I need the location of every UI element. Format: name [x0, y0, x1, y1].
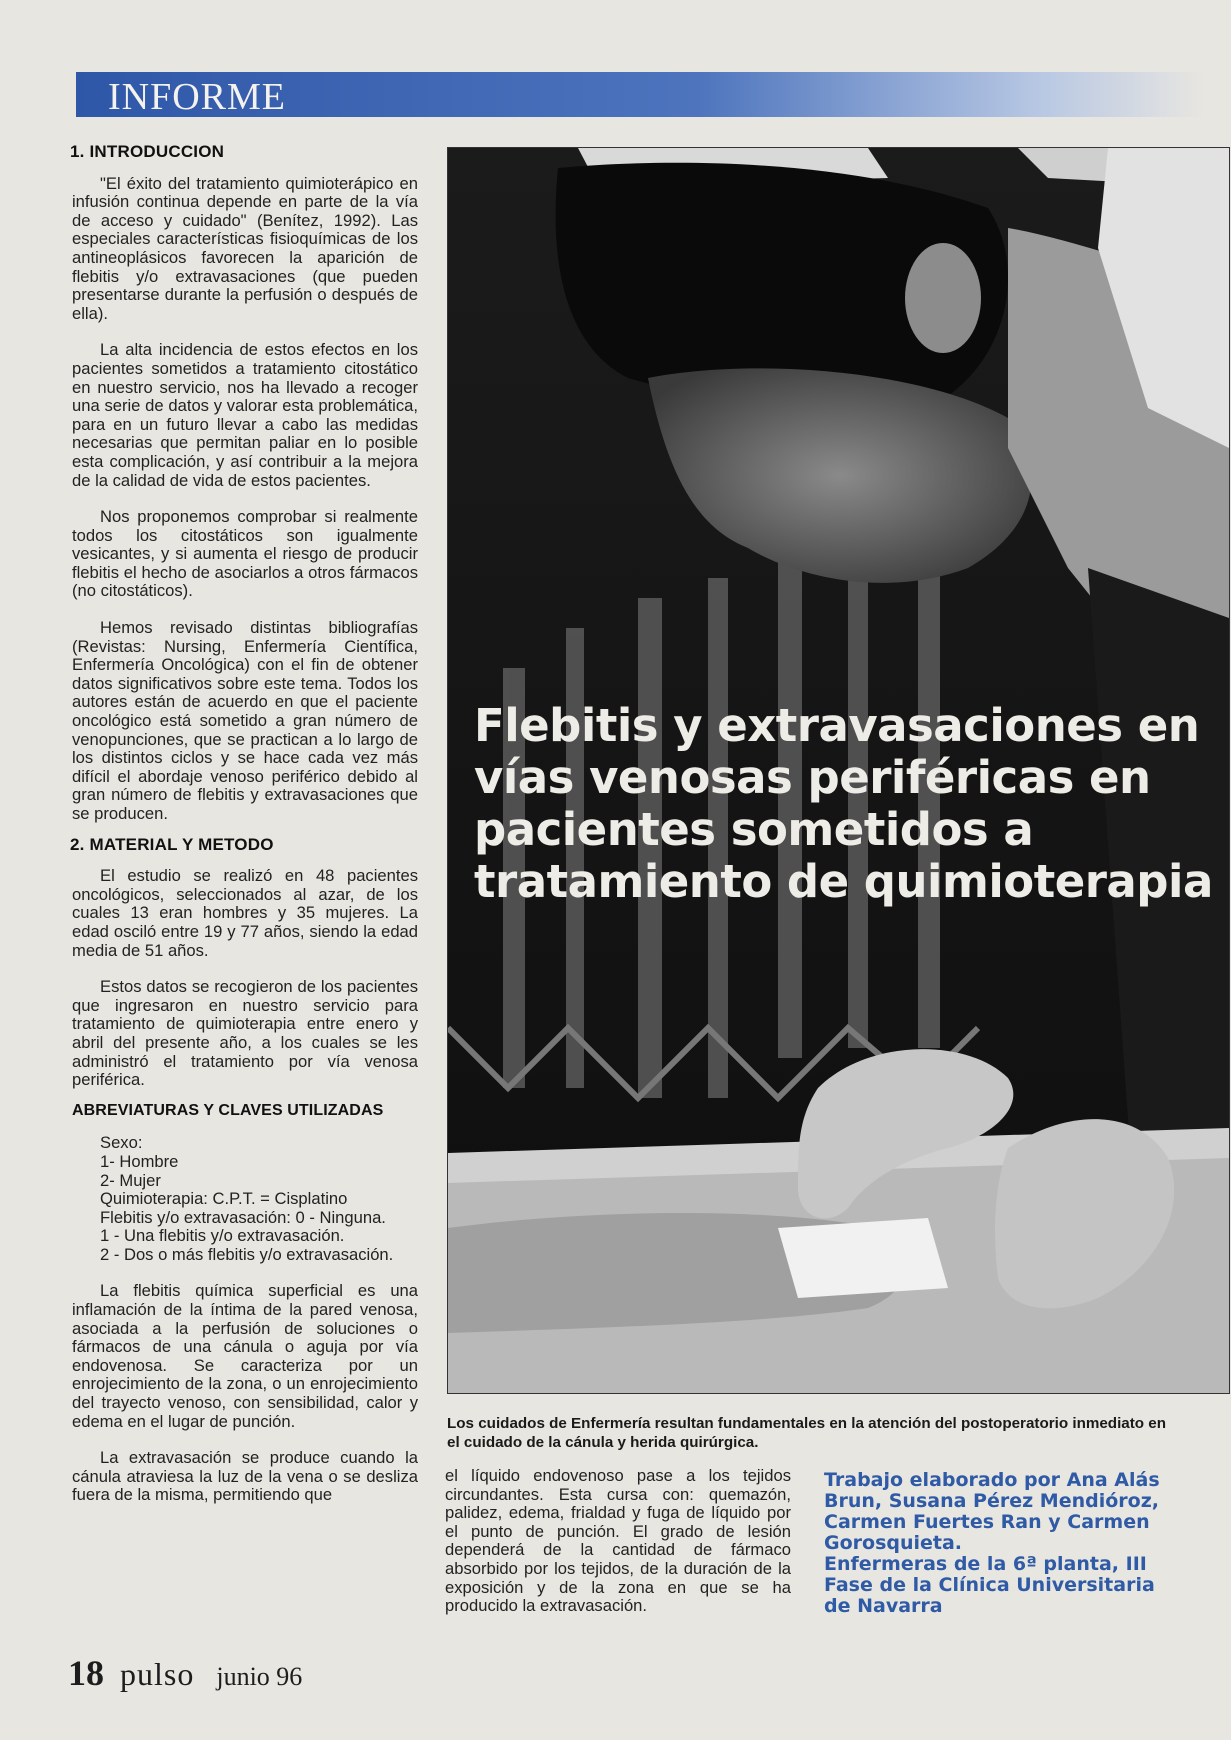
intro-paragraph-4: Hemos revisado distintas bibliografías (Revistas: Nursing, Enfermería Científica, Enfermería Oncológica) con el fin de obtener datos significativos sobre este tema. Todos los autores están de acuerdo en que el paciente oncológico está sometido a gran número de venopunciones, que se practican a lo largo de los distintos ciclos y se hace cada vez más difícil el abordaje venoso periférico debido al gran número de flebitis y extravasaciones que se producen.	[72, 618, 418, 823]
author-credits	[824, 1470, 1169, 1617]
issue-date: junio 96	[216, 1662, 303, 1691]
abbrev-line: 2 - Dos o más flebitis y/o extravasación.	[100, 1244, 394, 1264]
extravasation-continuation: el líquido endovenoso pase a los tejidos circundantes. Esta cursa con: quemazón, palidez, edema, frialdad y fuga de líquido por el punto de punción. El grado de lesión dependerá de la cantidad de fármaco absorbido por los tejidos, de la duración de la exposición y de la zona en que se ha producido la extravasación.	[445, 1466, 791, 1616]
article-headline: Flebitis y extravasaciones en vías venosas periféricas en pacientes sometidos a tratamiento de quimioterapia	[474, 699, 1213, 908]
abbrev-line: 1 - Una flebitis y/o extravasación.	[100, 1226, 345, 1246]
left-column	[72, 143, 418, 1523]
abbrev-line: Quimioterapia: C.P.T. = Cisplatino	[100, 1189, 348, 1209]
intro-paragraph-3: Nos proponemos comprobar si realmente todos los citostáticos son igualmente vesicantes, y si aumenta el riesgo de producir flebitis el hecho de asociarlos a otros fármacos (no citostáticos).	[72, 507, 418, 601]
intro-paragraph-1: "El éxito del tratamiento quimioterápico en infusión continua depende en parte de la vía de acceso y cuidado" (Benítez, 1992). Las especiales características fisioquímicas de los antineoplásicos favorecen la aparición de flebitis y/o extravasaciones (que pueden presentarse durante la perfusión o después de ella).	[72, 173, 418, 323]
credits-authors: Trabajo elaborado por Ana Alás Brun, Susana Pérez Mendióroz, Carmen Fuertes Ran y Carmen Gorosquieta.	[824, 1469, 1160, 1554]
extravasation-paragraph: La extravasación se produce cuando la cánula atraviesa la luz de la vena o se desliza fuera de la misma, permitiendo que	[72, 1448, 418, 1505]
page-footer	[68, 1652, 302, 1694]
phlebitis-paragraph: La flebitis química superficial es una inflamación de la íntima de la pared venosa, asociada a la perfusión de soluciones o fármacos de una cánula o aguja por vía endovenosa. Se caracteriza por un enrojecimiento de la zona, o un enrojecimiento del trayecto venoso, con sensibilidad, calor y edema en el lugar de punción.	[72, 1281, 418, 1431]
method-paragraph-2: Estos datos se recogieron de los pacientes que ingresaron en nuestro servicio para tratamiento de quimioterapia entre enero y abril del presente año, a los cuales se les administró el tratamiento por vía venosa periférica.	[72, 977, 418, 1090]
photo-caption: Los cuidados de Enfermería resultan fundamentales en la atención del postoperatorio inmediato en el cuidado de la cánula y herida quirúrgica.	[447, 1415, 1167, 1451]
abbrev-line: Flebitis y/o extravasación: 0 - Ninguna.	[100, 1207, 386, 1227]
method-paragraph-1: El estudio se realizó en 48 pacientes oncológicos, seleccionados al azar, de los cuales 13 eran hombres y 35 mujeres. La edad osciló entre 19 y 77 años, siendo la edad media de 51 años.	[72, 866, 418, 960]
abbrev-line: 2- Mujer	[100, 1170, 161, 1190]
intro-paragraph-2: La alta incidencia de estos efectos en los pacientes sometidos a tratamiento citostático en nuestro servicio, nos ha llevado a recoger una serie de datos y valorar esta problemática, para en un futuro llevar a cabo las medidas necesarias que permitan paliar en lo posible esta complicación, y así contribuir a la mejora de la calidad de vida de estos pacientes.	[72, 340, 418, 490]
abbrev-line: 1- Hombre	[100, 1151, 179, 1171]
abbrev-line: Sexo:	[100, 1133, 143, 1153]
section-label: INFORME	[108, 76, 287, 118]
method-heading: 2. MATERIAL Y METODO	[70, 834, 274, 854]
middle-column	[445, 1467, 791, 1616]
abbreviations-heading: ABREVIATURAS Y CLAVES UTILIZADAS	[72, 1101, 384, 1119]
page-number: 18	[68, 1653, 104, 1693]
magazine-name: pulso	[120, 1656, 195, 1692]
abbreviations-list	[100, 1134, 418, 1264]
section-banner	[76, 72, 1206, 117]
intro-heading: 1. INTRODUCCION	[70, 142, 225, 161]
credits-affiliation: Enfermeras de la 6ª planta, III Fase de la Clínica Universitaria de Navarra	[824, 1553, 1155, 1617]
